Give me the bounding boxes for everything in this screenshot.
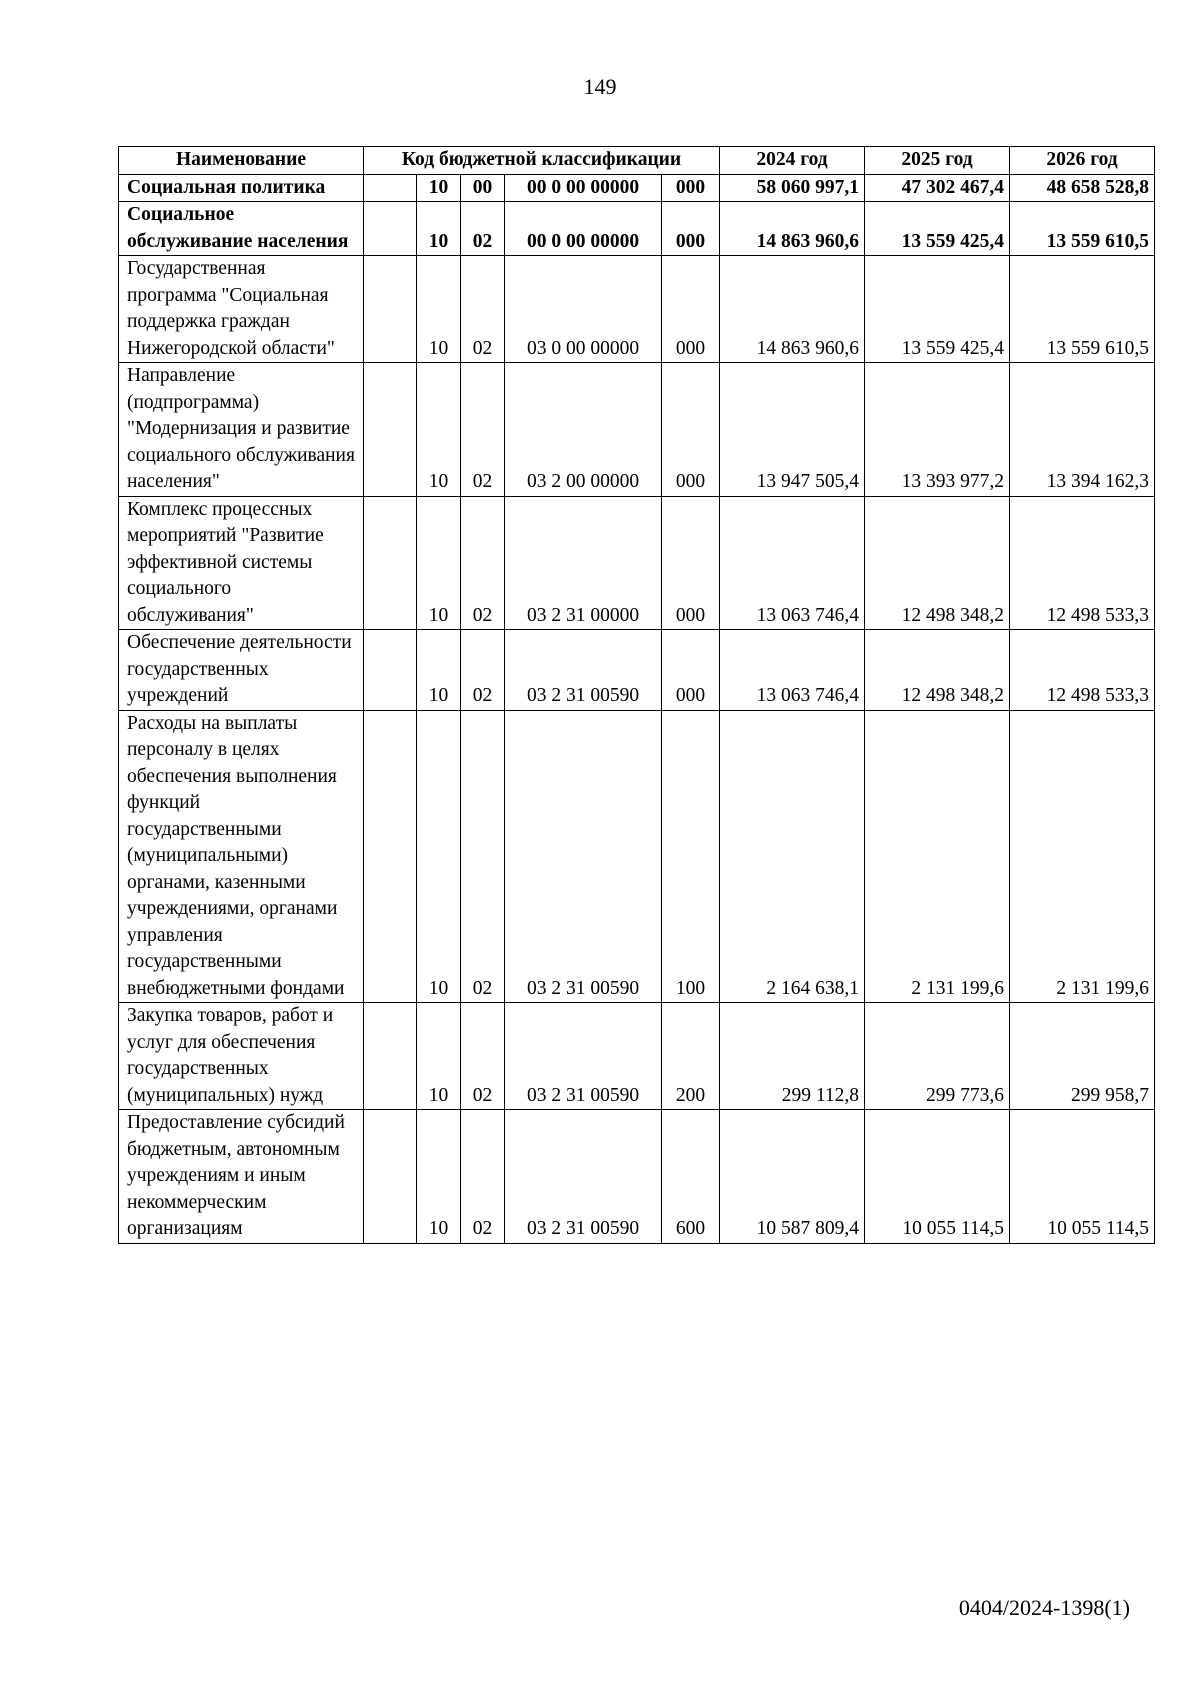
code-section-blank — [364, 363, 417, 497]
value-2025: 10 055 114,5 — [865, 1110, 1010, 1244]
value-2026: 299 958,7 — [1010, 1003, 1155, 1110]
code-expense-type: 000 — [662, 256, 720, 363]
value-2024: 14 863 960,6 — [720, 256, 865, 363]
header-2026: 2026 год — [1010, 147, 1155, 175]
table-row — [119, 256, 1155, 363]
table-row — [119, 1003, 1155, 1110]
code-section: 10 — [417, 710, 461, 1003]
value-2025: 13 393 977,2 — [865, 363, 1010, 497]
code-subsection: 02 — [461, 256, 505, 363]
code-section: 10 — [417, 256, 461, 363]
code-section-blank — [364, 256, 417, 363]
code-section: 10 — [417, 363, 461, 497]
code-section: 10 — [417, 496, 461, 630]
budget-table — [118, 146, 1155, 1244]
row-name: Социальное обслуживание населения — [119, 202, 364, 256]
code-section: 10 — [417, 202, 461, 256]
code-target-article: 03 0 00 00000 — [505, 256, 662, 363]
table-row — [119, 1110, 1155, 1244]
code-subsection: 02 — [461, 710, 505, 1003]
header-name: Наименование — [119, 147, 364, 175]
row-name: Расходы на выплаты персоналу в целях обеспечения выполнения функций государственными (муниципальными) органами, казенными учреждениями, органами управления государственными внебюджетными фондами — [119, 710, 364, 1003]
table-row — [119, 710, 1155, 1003]
table-row — [119, 174, 1155, 202]
value-2024: 13 063 746,4 — [720, 496, 865, 630]
value-2025: 12 498 348,2 — [865, 496, 1010, 630]
code-target-article: 03 2 31 00590 — [505, 630, 662, 711]
code-section: 10 — [417, 174, 461, 202]
code-expense-type: 000 — [662, 363, 720, 497]
header-2025: 2025 год — [865, 147, 1010, 175]
table-body — [119, 174, 1155, 1243]
code-target-article: 03 2 31 00000 — [505, 496, 662, 630]
code-subsection: 02 — [461, 202, 505, 256]
code-expense-type: 100 — [662, 710, 720, 1003]
code-subsection: 00 — [461, 174, 505, 202]
code-section-blank — [364, 710, 417, 1003]
value-2026: 2 131 199,6 — [1010, 710, 1155, 1003]
value-2026: 13 394 162,3 — [1010, 363, 1155, 497]
value-2024: 299 112,8 — [720, 1003, 865, 1110]
page-number: 149 — [583, 74, 617, 99]
code-section: 10 — [417, 1110, 461, 1244]
row-name: Социальная политика — [119, 174, 364, 202]
value-2025: 47 302 467,4 — [865, 174, 1010, 202]
row-name: Предоставление субсидий бюджетным, автономным учреждениям и иным некоммерческим организациям — [119, 1110, 364, 1244]
value-2026: 13 559 610,5 — [1010, 256, 1155, 363]
code-target-article: 03 2 31 00590 — [505, 1003, 662, 1110]
value-2026: 12 498 533,3 — [1010, 496, 1155, 630]
row-name: Комплекс процессных мероприятий "Развитие эффективной системы социального обслуживания" — [119, 496, 364, 630]
table-row — [119, 363, 1155, 497]
value-2024: 13 947 505,4 — [720, 363, 865, 497]
code-section: 10 — [417, 1003, 461, 1110]
code-section-blank — [364, 1110, 417, 1244]
code-subsection: 02 — [461, 363, 505, 497]
code-expense-type: 000 — [662, 202, 720, 256]
code-section: 10 — [417, 630, 461, 711]
code-section-blank — [364, 202, 417, 256]
row-name: Обеспечение деятельности государственных учреждений — [119, 630, 364, 711]
code-section-blank — [364, 630, 417, 711]
code-section-blank — [364, 174, 417, 202]
table-header-row — [119, 147, 1155, 175]
code-expense-type: 000 — [662, 630, 720, 711]
row-name: Закупка товаров, работ и услуг для обеспечения государственных (муниципальных) нужд — [119, 1003, 364, 1110]
code-subsection: 02 — [461, 1003, 505, 1110]
value-2025: 13 559 425,4 — [865, 202, 1010, 256]
value-2025: 299 773,6 — [865, 1003, 1010, 1110]
table-row — [119, 496, 1155, 630]
code-subsection: 02 — [461, 496, 505, 630]
code-expense-type: 200 — [662, 1003, 720, 1110]
table-row — [119, 202, 1155, 256]
value-2025: 13 559 425,4 — [865, 256, 1010, 363]
code-section-blank — [364, 1003, 417, 1110]
value-2024: 58 060 997,1 — [720, 174, 865, 202]
value-2026: 48 658 528,8 — [1010, 174, 1155, 202]
value-2024: 13 063 746,4 — [720, 630, 865, 711]
code-expense-type: 600 — [662, 1110, 720, 1244]
value-2026: 12 498 533,3 — [1010, 630, 1155, 711]
row-name: Направление (подпрограмма) "Модернизация и развитие социального обслуживания населения" — [119, 363, 364, 497]
document-id: 0404/2024-1398(1) — [958, 1595, 1130, 1620]
value-2026: 13 559 610,5 — [1010, 202, 1155, 256]
value-2025: 12 498 348,2 — [865, 630, 1010, 711]
code-target-article: 03 2 00 00000 — [505, 363, 662, 497]
code-target-article: 00 0 00 00000 — [505, 174, 662, 202]
value-2024: 10 587 809,4 — [720, 1110, 865, 1244]
code-target-article: 03 2 31 00590 — [505, 710, 662, 1003]
code-subsection: 02 — [461, 1110, 505, 1244]
value-2025: 2 131 199,6 — [865, 710, 1010, 1003]
value-2026: 10 055 114,5 — [1010, 1110, 1155, 1244]
value-2024: 2 164 638,1 — [720, 710, 865, 1003]
table-row — [119, 630, 1155, 711]
code-expense-type: 000 — [662, 496, 720, 630]
code-section-blank — [364, 496, 417, 630]
header-2024: 2024 год — [720, 147, 865, 175]
header-code: Код бюджетной классификации — [364, 147, 720, 175]
code-target-article: 00 0 00 00000 — [505, 202, 662, 256]
code-subsection: 02 — [461, 630, 505, 711]
code-target-article: 03 2 31 00590 — [505, 1110, 662, 1244]
code-expense-type: 000 — [662, 174, 720, 202]
value-2024: 14 863 960,6 — [720, 202, 865, 256]
row-name: Государственная программа "Социальная поддержка граждан Нижегородской области" — [119, 256, 364, 363]
